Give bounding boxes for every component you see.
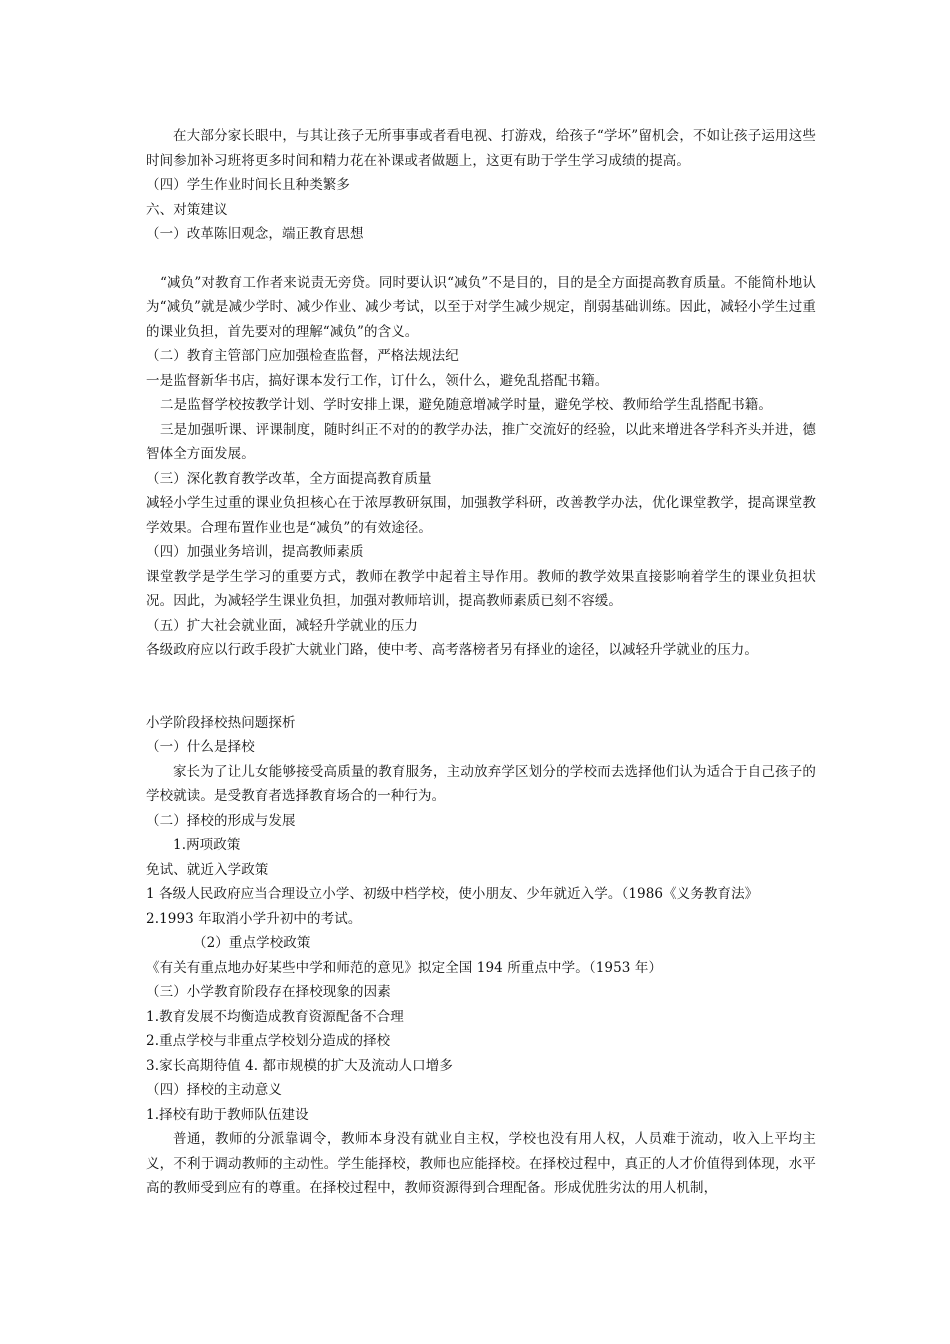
paragraph: 课堂教学是学生学习的重要方式，教师在教学中起着主导作用。教师的教学效果直接影响着学生的课业负担状况。因此，为减轻学生课业负担，加强对教师培训，提高教师素质已刻不容缓。 [146, 568, 816, 609]
section-heading: （四）学生作业时间长且种类繁多 [146, 177, 350, 193]
paragraph: 2.1993 年取消小学升初中的考试。 [146, 910, 362, 927]
subsection-heading: （2）重点学校政策 [193, 935, 311, 951]
section-heading: （一）改革陈旧观念，端正教育思想 [146, 226, 364, 242]
section-heading: （一）什么是择校 [146, 739, 255, 755]
paragraph: 《有关有重点地办好某些中学和师范的意见》拟定全国 194 所重点中学。（1953 年） [146, 959, 663, 976]
paragraph: 1 各级人民政府应当合理设立小学、初级中档学校，使小朋友、少年就近入学。（1986《义务教育法》 [146, 886, 759, 902]
subsection-heading: 1.两项政策 [173, 837, 241, 853]
paragraph: 免试、就近入学政策 [146, 861, 269, 878]
paragraph: 各级政府应以行政手段扩大就业门路，使中考、高考落榜者另有择业的途径，以减轻升学就业的压力。 [146, 642, 758, 658]
paragraph: 三是加强听课、评课制度，随时纠正不对的的教学办法，推广交流好的经验，以此来增进各学科齐头并进，德智体全方面发展。 [146, 421, 816, 462]
section-heading: （四）择校的主动意义 [146, 1082, 282, 1098]
spacer [146, 247, 816, 271]
paragraph: 家长为了让儿女能够接受高质量的教育服务，主动放弃学区划分的学校而去选择他们认为适合于自己孩子的学校就读。是受教育者选择教育场合的一种行为。 [146, 763, 816, 804]
paragraph: 普通，教师的分派靠调令，教师本身没有就业自主权，学校也没有用人权，人员难于流动，收入上平均主义，不利于调动教师的主动性。学生能择校，教师也应能择校。在择校过程中，真正的人才价值得到体现，水平高的教师受到应有的尊重。在择校过程中，教师资源得到合理配备。形成优胜劣汰的用人机制， [146, 1131, 816, 1196]
paragraph: “减负”对教育工作者来说责无旁贷。同时要认识“减负”不是目的，目的是全方面提高教育质量。不能简朴地认为“减负”就是减少学时、减少作业、减少考试，以至于对学生减少规定，削弱基础训练。因此，减轻小学生过重的课业负担，首先要对的理解“减负”的含义。 [146, 274, 816, 340]
paragraph: 一是监督新华书店，搞好课本发行工作，订什么，领什么，避免乱搭配书籍。 [146, 372, 609, 389]
section-heading: （三）小学教育阶段存在择校现象的因素 [146, 984, 391, 1000]
section-heading: （五）扩大社会就业面，减轻升学就业的压力 [146, 617, 418, 634]
paragraph: 二是监督学校按教学计划、学时安排上课，避免随意增减学时量，避免学校、教师给学生乱搭配书籍。 [160, 397, 772, 413]
article-title: 小学阶段择校热问题探析 [146, 714, 296, 731]
list-item: 1.教育发展不均衡造成教育资源配备不合理 [146, 1008, 404, 1025]
document-body [146, 124, 816, 1201]
subsection-heading: 1.择校有助于教师队伍建设 [146, 1106, 309, 1123]
list-item: 2.重点学校与非重点学校划分造成的择校 [146, 1033, 391, 1049]
section-heading: （三）深化教育教学改革，全方面提高教育质量 [146, 470, 432, 487]
paragraph: 在大部分家长眼中，与其让孩子无所事事或者看电视、打游戏，给孩子“学坏”留机会，不如让孩子运用这些时间参加补习班将更多时间和精力花在补课或者做题上，这更有助于学生学习成绩的提高。 [146, 128, 816, 169]
section-heading: （四）加强业务培训，提高教师素质 [146, 544, 364, 560]
section-heading: （二）择校的形成与发展 [146, 812, 296, 829]
paragraph: 减轻小学生过重的课业负担核心在于浓厚教研氛围，加强教学科研，改善教学办法，优化课堂教学，提高课堂教学效果。合理布置作业也是“减负”的有效途径。 [146, 495, 816, 536]
spacer [146, 663, 816, 711]
list-item: 3.家长高期待值 4. 都市规模的扩大及流动人口增多 [146, 1057, 453, 1074]
section-heading: 六、对策建议 [146, 201, 228, 218]
section-heading: （二）教育主管部门应加强检查监督，严格法规法纪 [146, 348, 459, 364]
